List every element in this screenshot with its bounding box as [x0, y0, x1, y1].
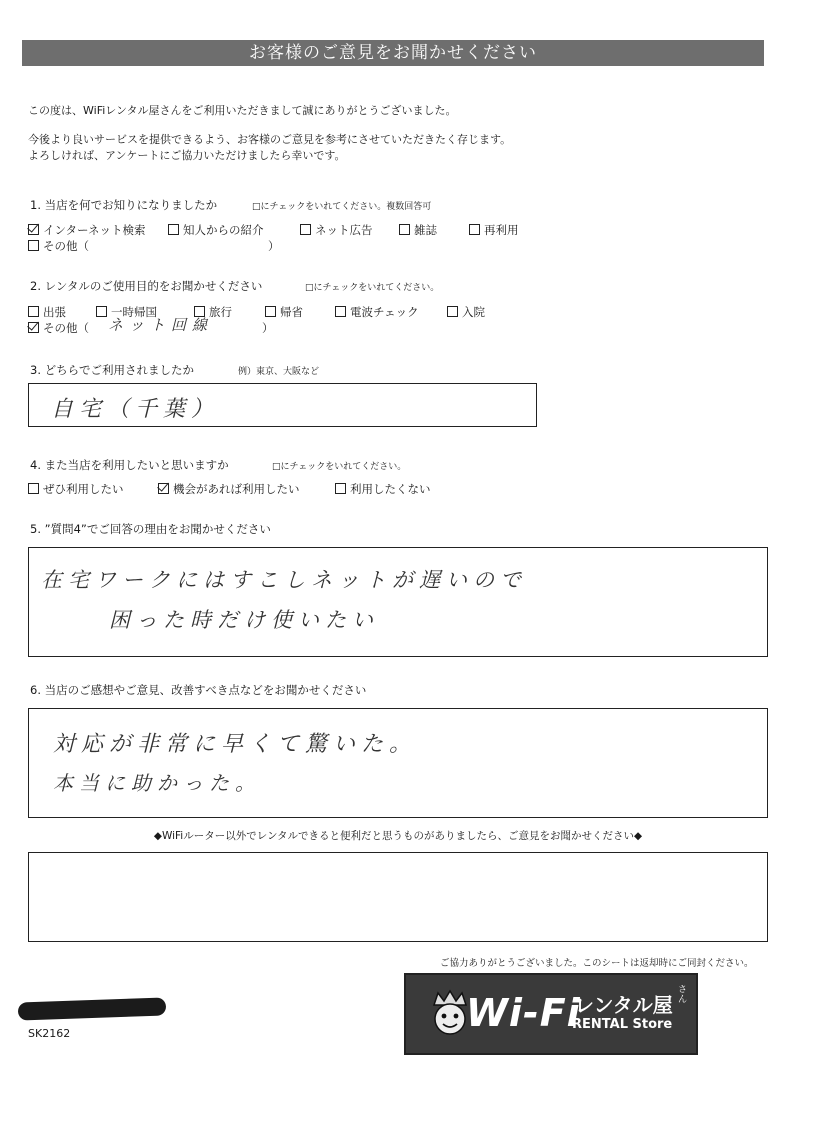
checkbox-icon[interactable]	[447, 306, 458, 317]
q2-label: 2. レンタルのご使用目的をお聞かせください	[30, 279, 263, 293]
q4-option-no[interactable]: 利用したくない	[335, 481, 431, 497]
logo-san-text: さん	[678, 985, 688, 1005]
intro-line-2: 今後より良いサービスを提供できるよう、お客様のご意見を参考にさせていただきたく存じます。	[28, 133, 512, 146]
q2-option-homecoming[interactable]: 帰省	[265, 304, 303, 320]
q6-answer-line-1: 対応が非常に早くて驚いた。	[53, 732, 418, 757]
logo-en-text: RENTAL Store	[572, 1017, 673, 1032]
q2-option-hospital[interactable]: 入院	[447, 304, 485, 320]
q2-option-temp-return[interactable]: 一時帰国	[96, 304, 157, 320]
page-title: お客様のご意見をお聞かせください	[22, 40, 764, 66]
q4-note: □にチェックをいれてください。	[272, 462, 407, 472]
checkbox-checked-icon[interactable]	[158, 483, 169, 494]
q2-option-travel[interactable]: 旅行	[194, 304, 232, 320]
q3-answer-box[interactable]	[28, 383, 537, 427]
q5-label: 5. ”質問4”でご回答の理由をお聞かせください	[30, 522, 271, 536]
q4-option-if-opportunity[interactable]: 機会があれば利用したい	[158, 481, 300, 497]
q1-option-net-ad[interactable]: ネット広告	[300, 222, 373, 238]
checkbox-icon[interactable]	[399, 224, 410, 235]
q4-option-definitely[interactable]: ぜひ利用したい	[28, 481, 124, 497]
logo-jp-text: レンタル屋	[574, 993, 673, 1017]
q6-answer-line-2: 本当に助かった。	[53, 771, 261, 795]
footer-thanks: ご協力ありがとうございました。このシートは返却時にご同封ください。	[440, 958, 754, 969]
q6-label: 6. 当店のご感想やご意見、改善すべき点などをお聞かせください	[30, 683, 367, 697]
q1-option-other[interactable]: その他（	[28, 238, 89, 254]
q6-answer-box[interactable]	[28, 708, 768, 818]
q1-label: 1. 当店を何でお知りになりましたか	[30, 198, 218, 212]
logo-wifi-text: Wi-Fi	[466, 991, 581, 1035]
q2-note: □にチェックをいれてください。	[305, 283, 440, 293]
checkbox-icon[interactable]	[168, 224, 179, 235]
q2-other-handwritten: ネット回線	[108, 316, 214, 334]
q7-label: ◆WiFiルーター以外でレンタルできると便利だと思うものがありましたら、ご意見をお聞かせください◆	[153, 830, 643, 842]
checkbox-checked-icon[interactable]	[28, 224, 39, 235]
q5-answer-box[interactable]	[28, 547, 768, 657]
checkbox-icon[interactable]	[469, 224, 480, 235]
q5-answer-line-1: 在宅ワークにはすこしネットが遅いので	[41, 568, 527, 592]
q3-note: 例）東京、大阪など	[238, 367, 320, 377]
q1-other-close: ）	[268, 239, 280, 253]
checkbox-icon[interactable]	[28, 240, 39, 251]
checkbox-icon[interactable]	[300, 224, 311, 235]
q2-option-signal-check[interactable]: 電波チェック	[335, 304, 419, 320]
checkbox-icon[interactable]	[265, 306, 276, 317]
q4-label: 4. また当店を利用したいと思いますか	[30, 458, 229, 472]
form-code: SK2162	[28, 1027, 71, 1040]
q1-note: □にチェックをいれてください。複数回答可	[252, 202, 432, 212]
intro-line-1: この度は、WiFiレンタル屋さんをご利用いただきまして誠にありがとうございました。	[28, 104, 457, 117]
q2-other-close: ）	[262, 321, 274, 335]
checkbox-icon[interactable]	[28, 306, 39, 317]
q1-option-internet[interactable]: インターネット検索	[28, 222, 145, 238]
q3-answer: 自宅（千葉）	[51, 397, 220, 422]
checkbox-icon[interactable]	[335, 306, 346, 317]
checkbox-icon[interactable]	[96, 306, 107, 317]
q1-option-reuse[interactable]: 再利用	[469, 222, 519, 238]
q1-option-magazine[interactable]: 雑誌	[399, 222, 437, 238]
checkbox-icon[interactable]	[335, 483, 346, 494]
q2-option-other[interactable]: その他（	[28, 320, 89, 336]
q1-option-referral[interactable]: 知人からの紹介	[168, 222, 264, 238]
q3-label: 3. どちらでご利用されましたか	[30, 363, 195, 377]
q2-option-business-trip[interactable]: 出張	[28, 304, 66, 320]
checkbox-checked-icon[interactable]	[28, 322, 39, 333]
intro-line-3: よろしければ、アンケートにご協力いただけましたら幸いです。	[28, 149, 346, 162]
company-logo	[404, 973, 698, 1055]
checkbox-icon[interactable]	[28, 483, 39, 494]
redaction-mark	[18, 997, 167, 1020]
q5-answer-line-2: 困った時だけ使いたい	[109, 608, 379, 632]
q7-answer-box[interactable]	[28, 852, 768, 942]
